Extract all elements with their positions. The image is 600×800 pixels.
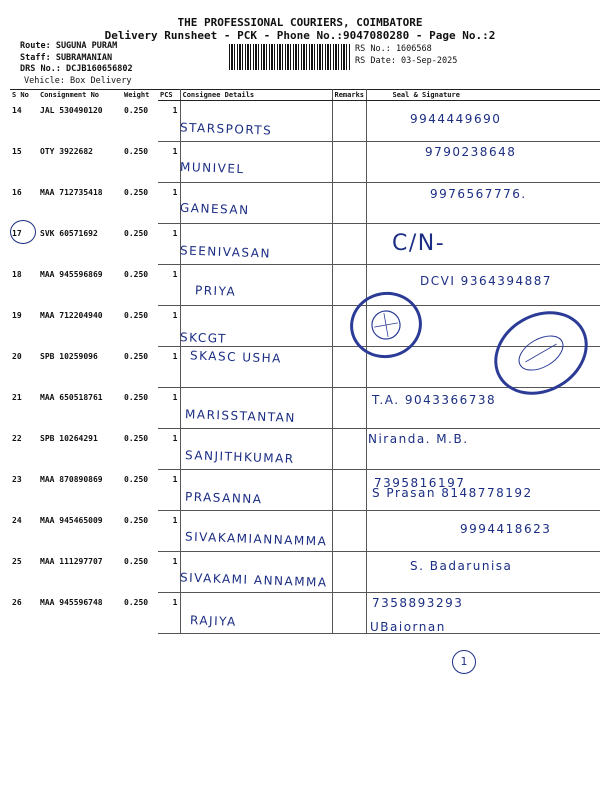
company-title: THE PROFESSIONAL COURIERS, COIMBATORE [177, 16, 423, 29]
rs-number: RS No.: 1606568 [355, 44, 432, 54]
table-row [10, 224, 600, 265]
handwritten-consignee-name: SIVAKAMI ANNAMMA [179, 570, 328, 590]
cell-weight [122, 388, 158, 429]
col-consignee: Consignee Details [180, 90, 332, 101]
cell-consignment [38, 306, 122, 347]
handwritten-signature: 7395816197 [374, 476, 466, 490]
cell-weight-text: 0.250 [124, 310, 149, 320]
cell-sno [10, 306, 38, 347]
cell-weight [122, 429, 158, 470]
handwritten-consignee-name: RAJIYA [189, 613, 237, 629]
handwritten-consignee-name: GANESAN [179, 200, 250, 218]
cell-sno-text: 17 [12, 228, 22, 238]
handwritten-signature: T.A. 9043366738 [372, 393, 497, 407]
cell-pcs [158, 593, 180, 634]
cell-weight [122, 306, 158, 347]
cell-sno [10, 388, 38, 429]
cell-consignment-text: MAA 945596748 [40, 597, 103, 607]
cell-pcs [158, 552, 180, 593]
table-row [10, 101, 600, 142]
handwritten-signature: 9944449690 [410, 112, 502, 126]
cell-pcs [158, 347, 180, 388]
barcode [229, 44, 351, 70]
col-signature: Seal & Signature [366, 90, 600, 101]
cell-weight-text: 0.250 [124, 556, 149, 566]
table-row [10, 388, 600, 429]
seal-emblem-icon [363, 305, 408, 345]
handwritten-signature: 7358893293 [372, 596, 464, 610]
row-17-circle-mark [10, 220, 36, 244]
cell-pcs [158, 224, 180, 265]
col-remarks: Remarks [332, 90, 366, 101]
table-row [10, 593, 600, 634]
handwritten-consignee-name: SIVAKAMIANNAMMA [184, 529, 328, 549]
cell-sno-text: 26 [12, 597, 22, 607]
cell-weight [122, 552, 158, 593]
cell-weight-text: 0.250 [124, 433, 149, 443]
cell-pcs [158, 265, 180, 306]
cell-remarks [332, 593, 366, 634]
cell-sno-text: 15 [12, 146, 22, 156]
cell-remarks [332, 101, 366, 142]
cell-sno [10, 101, 38, 142]
handwritten-signature: 9790238648 [425, 145, 517, 159]
stamp-emblem-icon [505, 321, 577, 386]
cell-remarks [332, 347, 366, 388]
cell-weight [122, 224, 158, 265]
cell-sno-text: 24 [12, 515, 22, 525]
cell-weight-text: 0.250 [124, 105, 149, 115]
cell-weight [122, 183, 158, 224]
cell-pcs [158, 183, 180, 224]
table-header [10, 90, 600, 101]
col-sno: S No [10, 90, 38, 101]
cell-sno-text: 14 [12, 105, 22, 115]
cell-pcs-text: 1 [172, 188, 178, 197]
cell-consignment-text: MAA 111297707 [40, 556, 103, 566]
cell-sno-text: 21 [12, 392, 22, 402]
cell-pcs [158, 101, 180, 142]
cell-consignment-text: MAA 712204940 [40, 310, 103, 320]
cell-pcs-text: 1 [172, 270, 178, 279]
cell-weight-text: 0.250 [124, 228, 149, 238]
cell-consignment-text: MAA 650518761 [40, 392, 103, 402]
handwritten-signature: DCVI 9364394887 [420, 274, 553, 288]
route-label: Route: SUGUNA PURAM [20, 41, 118, 51]
handwritten-signature-rajiya: UBaiornan [370, 620, 446, 634]
cell-remarks [332, 511, 366, 552]
cell-sno [10, 593, 38, 634]
cell-weight [122, 470, 158, 511]
staff-label: Staff: SUBRAMANIAN [20, 52, 113, 63]
page-circle-mark: 1 [452, 650, 476, 674]
cell-consignment-text: MAA 712735418 [40, 187, 103, 197]
cell-consignment [38, 511, 122, 552]
cell-weight-text: 0.250 [124, 351, 149, 361]
cell-weight [122, 347, 158, 388]
cell-weight-text: 0.250 [124, 269, 149, 279]
cell-remarks [332, 265, 366, 306]
cell-pcs-text: 1 [172, 229, 178, 238]
cell-pcs-text: 1 [172, 147, 178, 156]
cell-consignment [38, 388, 122, 429]
drs-number: DRS No.: DCJB160656802 [20, 64, 133, 74]
cell-weight [122, 511, 158, 552]
cell-remarks [332, 388, 366, 429]
cell-sno-text: 25 [12, 556, 22, 566]
cell-sno [10, 183, 38, 224]
cell-weight [122, 265, 158, 306]
cell-pcs-text: 1 [172, 516, 178, 525]
handwritten-signature: 9976567776. [430, 187, 527, 201]
cell-weight [122, 142, 158, 183]
cell-consignment [38, 593, 122, 634]
cell-remarks [332, 470, 366, 511]
cell-sno-text: 22 [12, 433, 22, 443]
cell-remarks [332, 224, 366, 265]
cell-pcs-text: 1 [172, 311, 178, 320]
cell-consignment-text: OTY 3922682 [40, 146, 93, 156]
cell-sno-text: 16 [12, 187, 22, 197]
cell-sno [10, 511, 38, 552]
cell-pcs-text: 1 [172, 434, 178, 443]
runsheet-title: Delivery Runsheet - PCK - Phone No.:9047080280 - Page No.:2 [104, 29, 496, 42]
cell-consignment [38, 265, 122, 306]
cell-sno [10, 429, 38, 470]
handwritten-signature-prasanna: S Prasan 8148778192 [372, 486, 533, 500]
cell-remarks [332, 552, 366, 593]
cell-pcs-text: 1 [172, 106, 178, 115]
cell-weight-text: 0.250 [124, 187, 149, 197]
cell-sno-text: 20 [12, 351, 22, 361]
cell-consignment [38, 183, 122, 224]
rs-info [355, 44, 457, 67]
cell-sno [10, 470, 38, 511]
cell-consignment [38, 429, 122, 470]
cell-pcs-text: 1 [172, 557, 178, 566]
cell-consignment [38, 552, 122, 593]
handwritten-signature: 9994418623 [460, 522, 552, 536]
cell-pcs-text: 1 [172, 598, 178, 607]
cell-pcs-text: 1 [172, 393, 178, 402]
handwritten-consignee-name: SANJITHKUMAR [184, 448, 295, 466]
cell-consignment-text: MAA 945465009 [40, 515, 103, 525]
cell-weight-text: 0.250 [124, 474, 149, 484]
cell-pcs [158, 388, 180, 429]
cell-consignment [38, 101, 122, 142]
cell-sno-text: 19 [12, 310, 22, 320]
cell-remarks [332, 142, 366, 183]
cell-consignment-text: SPB 10264291 [40, 433, 98, 443]
handwritten-consignee-name: MUNIVEL [179, 159, 245, 177]
cell-pcs [158, 470, 180, 511]
handwritten-consignee-name: SKASC USHA [189, 348, 283, 366]
cell-weight [122, 593, 158, 634]
cell-sno [10, 552, 38, 593]
table-row [10, 429, 600, 470]
cell-consignment-text: SVK 60571692 [40, 228, 98, 238]
col-weight: Weight [122, 90, 158, 101]
col-consignment: Consignment No [38, 90, 122, 101]
rs-date: RS Date: 03-Sep-2025 [355, 55, 458, 66]
handwritten-consignee-name: MARISSTANTAN [184, 407, 297, 425]
handwritten-consignee-name: PRIYA [194, 283, 237, 299]
handwritten-signature: S. Badarunisa [410, 559, 513, 573]
cell-pcs-text: 1 [172, 475, 178, 484]
cell-consignment-text: MAA 870890869 [40, 474, 103, 484]
cell-sno [10, 265, 38, 306]
cell-pcs [158, 306, 180, 347]
cell-remarks [332, 429, 366, 470]
cell-weight-text: 0.250 [124, 146, 149, 156]
route-info [20, 41, 133, 87]
cell-pcs [158, 142, 180, 183]
cell-consignment [38, 224, 122, 265]
cell-sno [10, 142, 38, 183]
cell-consignment [38, 142, 122, 183]
cell-sno-text: 18 [12, 269, 22, 279]
cell-consignment [38, 347, 122, 388]
cell-consignment-text: JAL 530490120 [40, 105, 103, 115]
handwritten-consignee-name: STARSPORTS [179, 120, 273, 138]
handwritten-signature: Niranda. M.B. [368, 432, 469, 446]
cell-consignment-text: MAA 945596869 [40, 269, 103, 279]
cell-pcs-text: 1 [172, 352, 178, 361]
cell-weight-text: 0.250 [124, 392, 149, 402]
cell-remarks [332, 183, 366, 224]
cell-weight-text: 0.250 [124, 597, 149, 607]
handwritten-consignee-name: PRASANNA [184, 489, 263, 507]
handwritten-signature: C/N- [392, 231, 446, 256]
cell-sno [10, 347, 38, 388]
cell-pcs [158, 429, 180, 470]
cell-consignment [38, 470, 122, 511]
col-pcs: PCS [158, 90, 180, 101]
handwritten-consignee-name: SEENIVASAN [179, 243, 272, 261]
cell-weight [122, 101, 158, 142]
handwritten-consignee-name: SKCGT [179, 330, 228, 346]
cell-pcs [158, 511, 180, 552]
cell-sno-text: 23 [12, 474, 22, 484]
cell-weight-text: 0.250 [124, 515, 149, 525]
cell-consignment-text: SPB 10259096 [40, 351, 98, 361]
vehicle-label: Vehicle: Box Delivery [24, 75, 132, 86]
